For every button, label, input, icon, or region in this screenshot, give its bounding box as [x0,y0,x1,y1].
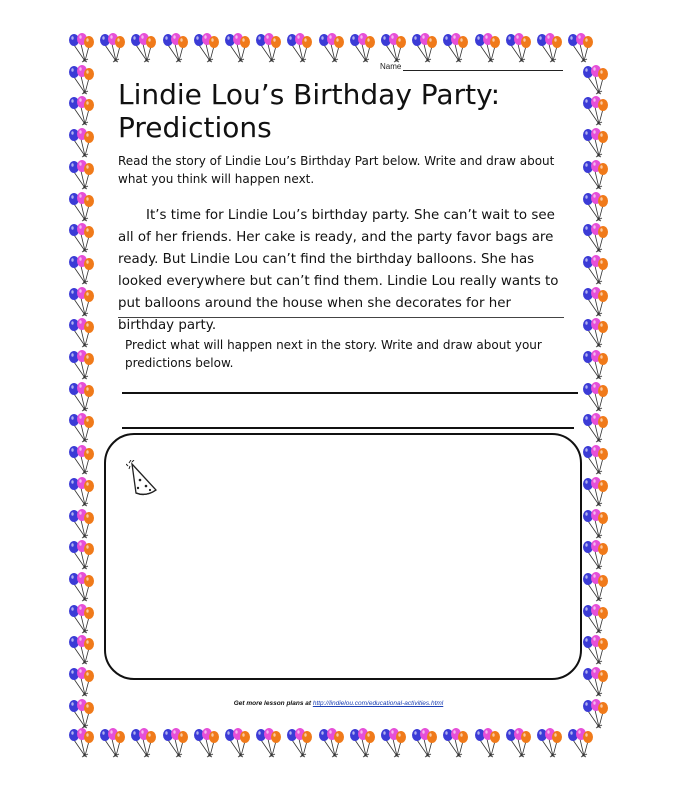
balloon-cluster-icon [193,33,221,63]
title-line-1: Lindie Lou’s Birthday Party: [118,78,501,111]
balloon-cluster-icon [68,509,96,539]
balloon-cluster-icon [582,572,610,602]
story-paragraph: It’s time for Lindie Lou’s birthday party. She can’t wait to see all of her friends. Her cake is ready, and the party favor bags are ready. But Lindie Lou can’t find the birthday balloons. She has looked everywhere but can’t find them. Lindie Lou really wants to put balloons around the house when she decorates for her birthday party. [118,208,559,333]
balloon-cluster-icon [380,728,408,758]
balloon-cluster-icon [68,128,96,158]
balloon-cluster-icon [536,728,564,758]
balloon-cluster-icon [567,728,595,758]
writing-line-2[interactable] [122,427,574,429]
page-title [118,78,578,144]
balloon-cluster-icon [582,382,610,412]
balloon-cluster-icon [68,223,96,253]
balloon-cluster-icon [582,667,610,697]
balloon-cluster-icon [68,572,96,602]
balloon-cluster-icon [582,160,610,190]
balloon-cluster-icon [582,635,610,665]
balloon-cluster-icon [505,33,533,63]
balloon-cluster-icon [68,33,96,63]
prediction-prompt: Predict what will happen next in the story. Write and draw about your predictions below. [125,338,542,370]
balloon-cluster-icon [582,192,610,222]
balloon-cluster-icon [68,635,96,665]
balloon-cluster-icon [536,33,564,63]
name-blank-line[interactable] [403,62,563,71]
balloon-cluster-icon [582,128,610,158]
writing-line-1[interactable] [122,392,578,394]
balloon-cluster-icon [582,65,610,95]
balloon-cluster-icon [286,728,314,758]
balloon-cluster-icon [99,33,127,63]
footer [0,700,677,707]
balloon-cluster-icon [68,65,96,95]
balloon-cluster-icon [582,445,610,475]
balloon-cluster-icon [318,728,346,758]
balloon-cluster-icon [380,33,408,63]
balloon-cluster-icon [68,445,96,475]
balloon-cluster-icon [68,160,96,190]
title-line-2: Predictions [118,111,272,144]
balloon-cluster-icon [567,33,595,63]
party-hat-icon [126,460,162,498]
balloon-cluster-icon [162,33,190,63]
balloon-cluster-icon [68,96,96,126]
balloon-cluster-icon [349,728,377,758]
balloon-cluster-icon [130,33,158,63]
balloon-cluster-icon [162,728,190,758]
balloon-cluster-icon [224,728,252,758]
balloon-cluster-icon [582,350,610,380]
balloon-cluster-icon [582,96,610,126]
balloon-cluster-icon [193,728,221,758]
balloon-cluster-icon [411,33,439,63]
balloon-cluster-icon [68,350,96,380]
balloon-cluster-icon [505,728,533,758]
balloon-cluster-icon [349,33,377,63]
balloon-cluster-icon [582,255,610,285]
balloon-cluster-icon [582,604,610,634]
balloon-cluster-icon [68,477,96,507]
balloon-cluster-icon [68,287,96,317]
balloon-cluster-icon [442,33,470,63]
balloon-cluster-icon [68,540,96,570]
footer-link[interactable]: http://lindielou.com/educational-activities.html [312,700,444,707]
name-label: Name [380,62,402,71]
instructions: Read the story of Lindie Lou’s Birthday Part below. Write and draw about what you think will happen next. [118,154,555,186]
balloon-cluster-icon [68,413,96,443]
balloon-cluster-icon [582,318,610,348]
balloon-cluster-icon [582,477,610,507]
balloon-cluster-icon [68,728,96,758]
balloon-cluster-icon [411,728,439,758]
balloon-cluster-icon [68,192,96,222]
balloon-cluster-icon [68,604,96,634]
drawing-box[interactable] [104,433,582,680]
balloon-cluster-icon [68,318,96,348]
footer-text: Get more lesson plans at [233,700,313,707]
balloon-cluster-icon [442,728,470,758]
balloon-cluster-icon [255,728,283,758]
balloon-cluster-icon [68,667,96,697]
name-field[interactable] [380,62,575,71]
balloon-cluster-icon [582,509,610,539]
balloon-cluster-icon [130,728,158,758]
balloon-cluster-icon [582,287,610,317]
balloon-cluster-icon [68,255,96,285]
balloon-cluster-icon [318,33,346,63]
balloon-cluster-icon [286,33,314,63]
balloon-cluster-icon [99,728,127,758]
balloon-cluster-icon [474,728,502,758]
balloon-cluster-icon [582,413,610,443]
balloon-cluster-icon [255,33,283,63]
balloon-cluster-icon [474,33,502,63]
balloon-cluster-icon [224,33,252,63]
balloon-cluster-icon [582,540,610,570]
section-divider [118,317,564,318]
balloon-cluster-icon [582,223,610,253]
balloon-cluster-icon [68,382,96,412]
